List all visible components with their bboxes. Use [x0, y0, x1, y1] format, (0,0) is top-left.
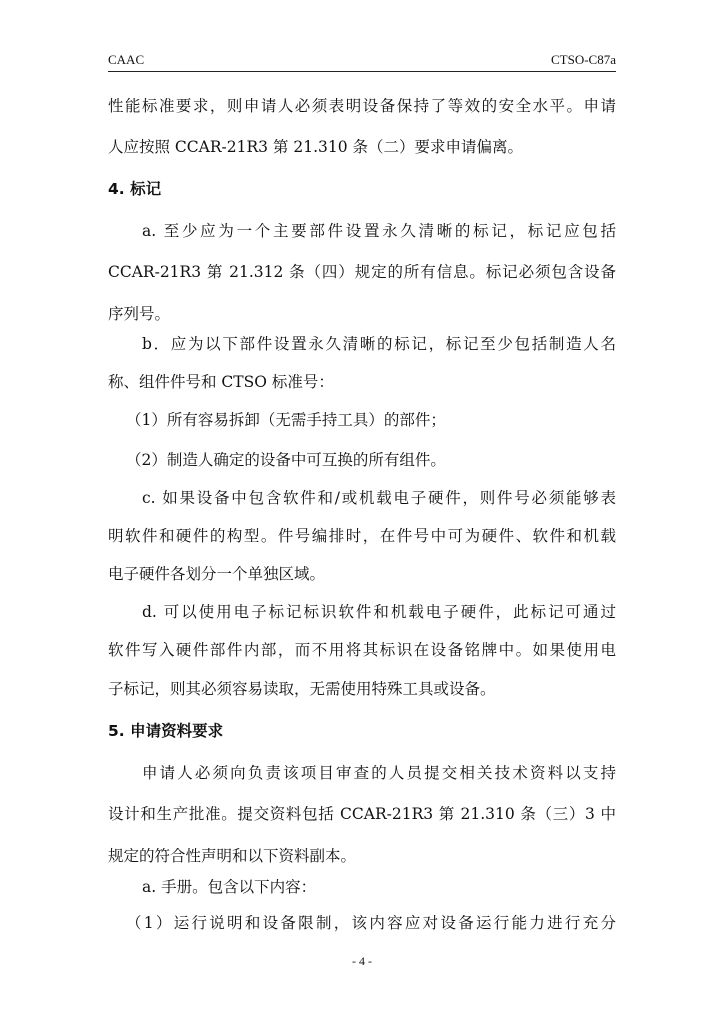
body-line: 规定的符合性声明和以下资料副本。: [108, 847, 357, 865]
list-item: （2）制造人确定的设备中可互换的所有组件。: [126, 451, 446, 469]
body-line: 设计和生产批准。提交资料包括 CCAR-21R3 第 21.310 条（三）3 中: [108, 805, 616, 823]
list-item: （1）所有容易拆卸（无需手持工具）的部件；: [126, 411, 446, 429]
body-line: 软件写入硬件部件内部，而不用将其标识在设备铭牌中。如果使用电: [108, 641, 616, 659]
list-item: （1）运行说明和设备限制，该内容应对设备运行能力进行充分: [126, 914, 616, 932]
body-line: a. 至少应为一个主要部件设置永久清晰的标记，标记应包括: [142, 222, 616, 240]
body-line: a. 手册。包含以下内容：: [142, 878, 317, 896]
body-line: 电子硬件各划分一个单独区域。: [108, 565, 326, 583]
page-header: [108, 52, 616, 70]
body-line: CCAR-21R3 第 21.312 条（四）规定的所有信息。标记必须包含设备: [108, 263, 616, 281]
section-heading-marking: 4. 标记: [108, 180, 162, 198]
body-line: d. 可以使用电子标记标识软件和机载电子硬件，此标记可通过: [142, 603, 616, 621]
body-line: 明软件和硬件的构型。件号编排时，在件号中可为硬件、软件和机载: [108, 527, 616, 545]
header-rule: [108, 71, 616, 72]
body-line: 子标记，则其必须容易读取，无需使用特殊工具或设备。: [108, 680, 496, 698]
body-line: 序列号。: [108, 305, 171, 323]
body-line: 人应按照 CCAR-21R3 第 21.310 条（二）要求申请偏离。: [108, 138, 524, 156]
body-line: 性能标准要求，则申请人必须表明设备保持了等效的安全水平。申请: [108, 97, 616, 115]
body-line: 称、组件件号和 CTSO 标准号：: [108, 373, 334, 391]
header-org: CAAC: [108, 52, 145, 67]
body-line: b．应为以下部件设置永久清晰的标记，标记至少包括制造人名: [142, 335, 616, 353]
section-heading-application-data: 5. 申请资料要求: [108, 722, 224, 740]
page-number: - 4 -: [352, 954, 372, 968]
header-doc-id: CTSO-C87a: [551, 52, 616, 67]
body-line: 申请人必须向负责该项目审查的人员提交相关技术资料以支持: [142, 764, 616, 782]
body-line: c. 如果设备中包含软件和/或机载电子硬件，则件号必须能够表: [142, 489, 616, 507]
